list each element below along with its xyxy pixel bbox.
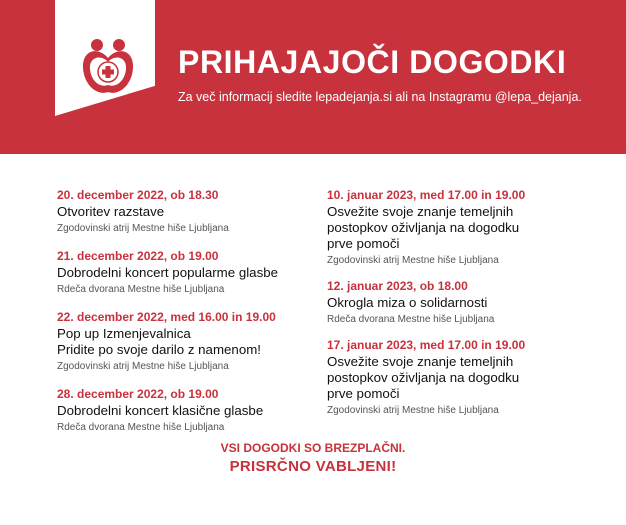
event-venue: Rdeča dvorana Mestne hiše Ljubljana — [327, 314, 495, 325]
event-title: Dobrodelni koncert popularme glasbe — [57, 265, 279, 280]
event-item — [57, 188, 312, 235]
event-item — [57, 387, 312, 434]
event-item — [327, 338, 567, 417]
event-title: Pop up Izmenjevalnica Pridite po svoje darilo z namenom! — [57, 326, 261, 357]
event-title: Dobrodelni koncert klasične glasbe — [57, 403, 264, 418]
event-item — [57, 310, 312, 373]
event-date: 28. december 2022, ob 19.00 — [57, 387, 219, 401]
event-date: 17. januar 2023, med 17.00 in 19.00 — [327, 338, 526, 352]
event-date: 22. december 2022, med 16.00 in 19.00 — [57, 310, 276, 324]
events-column-january — [327, 188, 567, 429]
event-date: 21. december 2022, ob 19.00 — [57, 249, 219, 263]
event-title: Osvežite svoje znanje temeljnih postopkov oživljanja na dogodku prve pomoči — [327, 204, 520, 251]
event-venue: Rdeča dvorana Mestne hiše Ljubljana — [57, 284, 225, 295]
event-date: 20. december 2022, ob 18.30 — [57, 188, 219, 202]
page-subtitle: Za več informacij sledite lepadejanja.si ali na Instagramu @lepa_dejanja. — [178, 90, 582, 104]
event-venue: Zgodovinski atrij Mestne hiše Ljubljana — [57, 223, 229, 234]
invitation-cta: PRISRČNO VABLJENI! — [229, 458, 397, 475]
page-title: PRIHAJAJOČI DOGODKI — [178, 44, 567, 80]
free-events-note: VSI DOGODKI SO BREZPLAČNI. — [220, 441, 406, 455]
event-title: Otvoritev razstave — [57, 204, 165, 219]
event-item — [57, 249, 312, 296]
events-column-december — [57, 188, 312, 448]
red-cross-apple-logo-icon — [80, 38, 136, 98]
event-title: Okrogla miza o solidarnosti — [327, 295, 488, 310]
event-date: 12. januar 2023, ob 18.00 — [327, 279, 468, 293]
event-item — [327, 279, 567, 326]
event-date: 10. januar 2023, med 17.00 in 19.00 — [327, 188, 526, 202]
header-banner — [0, 0, 626, 154]
event-venue: Zgodovinski atrij Mestne hiše Ljubljana — [327, 405, 499, 416]
event-title: Osvežite svoje znanje temeljnih postopkov oživljanja na dogodku prve pomoči — [327, 354, 520, 401]
event-venue: Zgodovinski atrij Mestne hiše Ljubljana — [57, 361, 229, 372]
event-item — [327, 188, 567, 267]
event-venue: Rdeča dvorana Mestne hiše Ljubljana — [57, 422, 225, 433]
event-venue: Zgodovinski atrij Mestne hiše Ljubljana — [327, 255, 499, 266]
